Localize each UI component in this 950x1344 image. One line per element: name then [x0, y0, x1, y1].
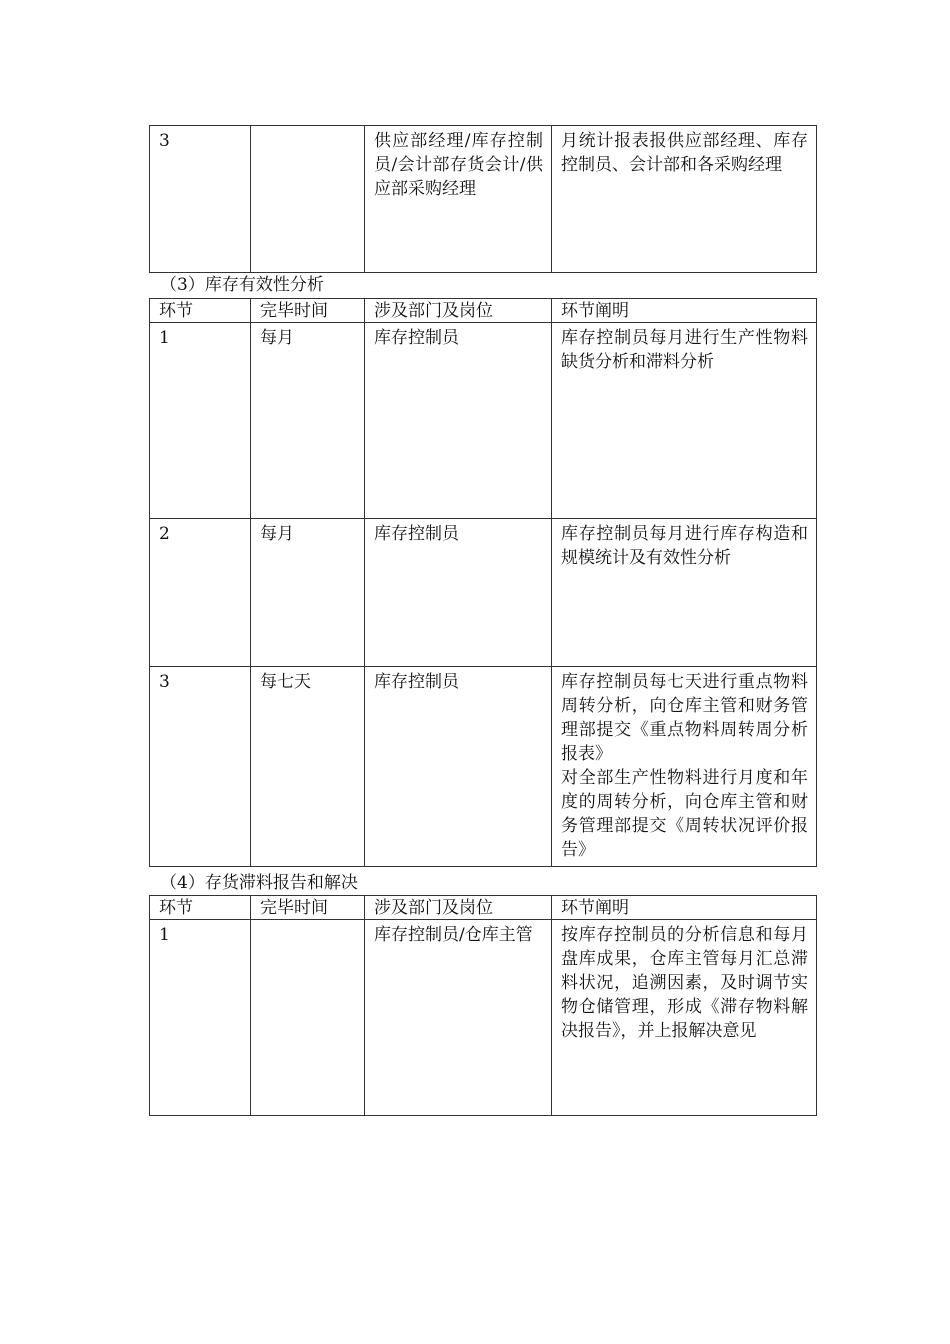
table-row — [150, 126, 817, 273]
header-desc: 环节阐明 — [552, 299, 817, 323]
desc-cell: 按库存控制员的分析信息和每月盘库成果，仓库主管每月汇总滞料状况，追溯因素，及时调节实物仓储管理，形成《滞存物料解决报告》，并上报解决意见 — [552, 920, 817, 1116]
table-row — [150, 667, 817, 867]
desc-paragraph: 对全部生产性物料进行月度和年度的周转分析，向仓库主管和财务管理部提交《周转状况评价报告》 — [561, 768, 808, 860]
dept-cell: 库存控制员 — [365, 667, 552, 867]
desc-cell — [552, 667, 817, 867]
section-title: （3）库存有效性分析 — [160, 275, 324, 295]
header-dept: 涉及部门及岗位 — [365, 299, 552, 323]
table-header-row — [150, 896, 817, 920]
step-cell: 3 — [150, 126, 251, 273]
dept-cell: 库存控制员 — [365, 519, 552, 667]
step-cell: 1 — [150, 323, 251, 519]
header-time: 完毕时间 — [251, 896, 365, 920]
table-top — [149, 125, 817, 273]
step-cell: 1 — [150, 920, 251, 1116]
step-cell: 3 — [150, 667, 251, 867]
section-title: （4）存货滞料报告和解决 — [160, 873, 358, 893]
desc-cell: 库存控制员每月进行生产性物料缺货分析和滞料分析 — [552, 323, 817, 519]
table-section4 — [149, 895, 817, 1116]
time-cell: 每七天 — [251, 667, 365, 867]
desc-cell: 库存控制员每月进行库存构造和规模统计及有效性分析 — [552, 519, 817, 667]
dept-cell: 供应部经理/库存控制员/会计部存货会计/供应部采购经理 — [365, 126, 552, 273]
header-step: 环节 — [150, 299, 251, 323]
table-header-row — [150, 299, 817, 323]
step-cell: 2 — [150, 519, 251, 667]
dept-cell: 库存控制员/仓库主管 — [365, 920, 552, 1116]
time-cell — [251, 126, 365, 273]
table-section3 — [149, 298, 817, 867]
header-dept: 涉及部门及岗位 — [365, 896, 552, 920]
header-desc: 环节阐明 — [552, 896, 817, 920]
header-step: 环节 — [150, 896, 251, 920]
dept-cell: 库存控制员 — [365, 323, 552, 519]
header-time: 完毕时间 — [251, 299, 365, 323]
desc-cell: 月统计报表报供应部经理、库存控制员、会计部和各采购经理 — [552, 126, 817, 273]
time-cell: 每月 — [251, 519, 365, 667]
table-row — [150, 920, 817, 1116]
table-row — [150, 519, 817, 667]
time-cell: 每月 — [251, 323, 365, 519]
time-cell — [251, 920, 365, 1116]
table-row — [150, 323, 817, 519]
desc-paragraph: 库存控制员每七天进行重点物料周转分析，向仓库主管和财务管理部提交《重点物料周转周分析报表》 — [561, 672, 808, 764]
